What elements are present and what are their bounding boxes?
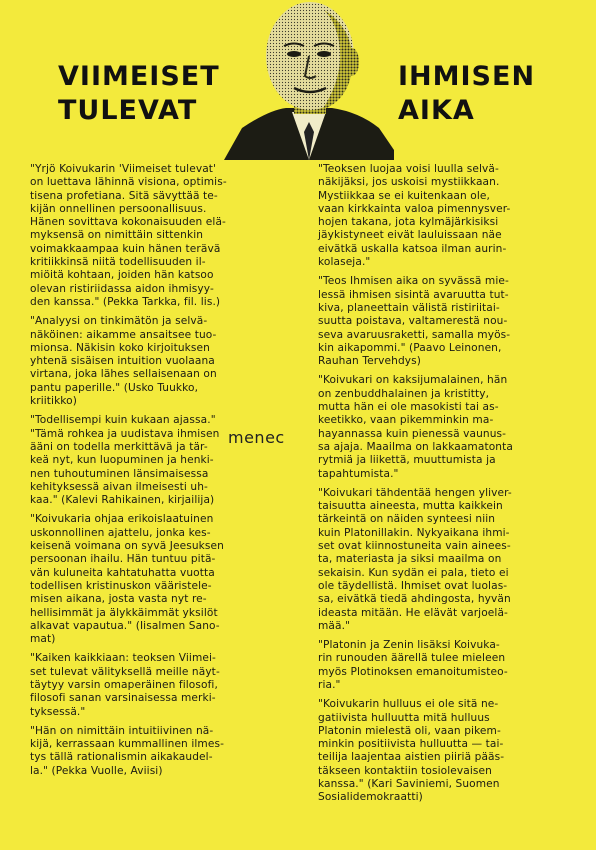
title-left-line2: TULEVAT [58,95,198,126]
review-quote: "Teos Ihmisen aika on syvässä mie- lessä ihmisen sisintä avaruutta tut- kiva, planeettain välistä ristiriitai- suutta poistava, valtamerestä nou- seva avaruusraketti, samalla myös- kin aikapommi." (Paavo Leinonen, Rauhan Tervehdys) [318,275,511,368]
author-portrait [224,0,394,160]
review-quote: "Teoksen luojaa voisi luulla selvä- näkijäksi, jos uskoisi mystiikkaan. Mystiikkaa se ei kuitenkaan ole, vaan kirkkainta valoa pimennysver- hojen takana, jota kylmäjärkisiksi jäykistyneet eivät lauluissaan näe eivätkä uskalla katsoa ilman aurin- kolaseja." [318,163,511,269]
left-review-column [30,163,288,784]
review-quote: "Platonin ja Zenin lisäksi Koivuka- rin runouden äärellä tulee mieleen myös Plotinoksen emanoitumisteo- ria." [318,639,508,691]
review-quote: "Kaiken kaikkiaan: teoksen Viimei- set tulevat välityksellä meille näyt- täytyy varsin omaperäinen filosofi, filosofi sanan varsinaisessa merki- tyksessä." [30,652,220,718]
review-quote: "Koivukari tähdentää hengen yliver- taisuutta aineesta, mutta kaikkein tärkeintä on näiden synteesi niin kuin Platonillakin. Nykyaikana ihmi- set ovat kiinnostuneita vain ainees- ta, materiasta ja siksi maailma on sekaisin. Kun sydän ei pala, tieto ei ole täydellistä. Ihmiset ovat luolas- sa, eivätkä tiedä ahdingosta, hyvän ideasta mitään. He elävät varjoelä- mää." [318,486,512,632]
review-quote: "Koivukaria ohjaa erikoislaatuinen uskonnollinen ajattelu, jonka kes- keisenä voimana on syvä Jeesuksen persoonan ihailu. Hän tuntuu pitä- vän kuluneita kahtatuhatta vuotta todellisen kristinuskon vääristele- misen aikana, josta vasta nyt re- hellisimmät ja älykkäimmät yksilöt alkavat vapautua." (Iisalmen Sano- mat) [30,513,224,646]
review-quote: "Koivukarin hulluus ei ole sitä ne- gatiivista hulluutta mitä hulluus Platonin mielestä oli, vaan pikem- minkin positiivista hulluutta — tai- teilija laajentaa aistien piiriä pääs- täkseen kontaktiin tosiolevaisen kanssa." (Kari Saviniemi, Suomen Sosialidemokraatti) [318,698,505,804]
review-quote: "Koivukari on kaksijumalainen, hän on zenbuddhalainen ja kristitty, mutta hän ei ole masokisti tai as- keetikko, vaan pikemminkin ma- hayannassa kuin pienessä vaunus- sa ajaja. Maailma on lakkaamatonta rytmiä ja liikettä, muuttumista ja tapahtumista." [318,374,513,480]
review-quote: "Yrjö Koivukarin 'Viimeiset tulevat' on luettava lähinnä visiona, optimis- tisena profetiana. Sitä sävyttää te- kijän onnellinen persoonallisuus. Hänen sovittava kokonaisuuden elä- myksensä on nimittäin sittenkin voimakkaampaa kuin hänen terävä kritiikkinsä niitä todellisuuden il- miöitä kohtaan, joiden hän katsoo olevan ristiriidassa aidon ihmisyy- den kanssa." (Pekka Tarkka, fil. lis.) [30,163,227,308]
review-quote: "Tämä rohkea ja uudistava ihmisen ääni on todella merkittävä ja tär- keä nyt, kun luopuminen ja henki- nen tuhoutuminen länsimaisessa kehityksessä aivan ilmeisesti uh- kaa." (Kalevi Rahikainen, kirjailija) [30,427,220,507]
review-quote: "Todellisempi kuin kukaan ajassa." [30,414,216,427]
watermark: menec [228,428,285,447]
title-right-line1: IHMISEN [398,61,536,92]
right-review-column [318,163,570,811]
review-quote: "Analyysi on tinkimätön ja selvä- näköinen: aikamme ansaitsee tuo- mionsa. Näkisin koko kirjoituksen yhtenä sisäisen intuition vuolaana virtana, joka lähes sellaisenaan on pantu paperille." (Usko Tuukko, kriitikko) [30,315,217,408]
title-right [398,60,535,128]
title-left [58,60,220,128]
title-right-line2: AIKA [398,95,475,126]
title-left-line1: VIIMEISET [58,61,220,92]
review-quote: "Hän on nimittäin intuitiivinen nä- kijä, kerrassaan kummallinen ilmes- tys tällä rationalismin aikakaudel- la." (Pekka Vuolle, Aviisi) [30,724,225,777]
